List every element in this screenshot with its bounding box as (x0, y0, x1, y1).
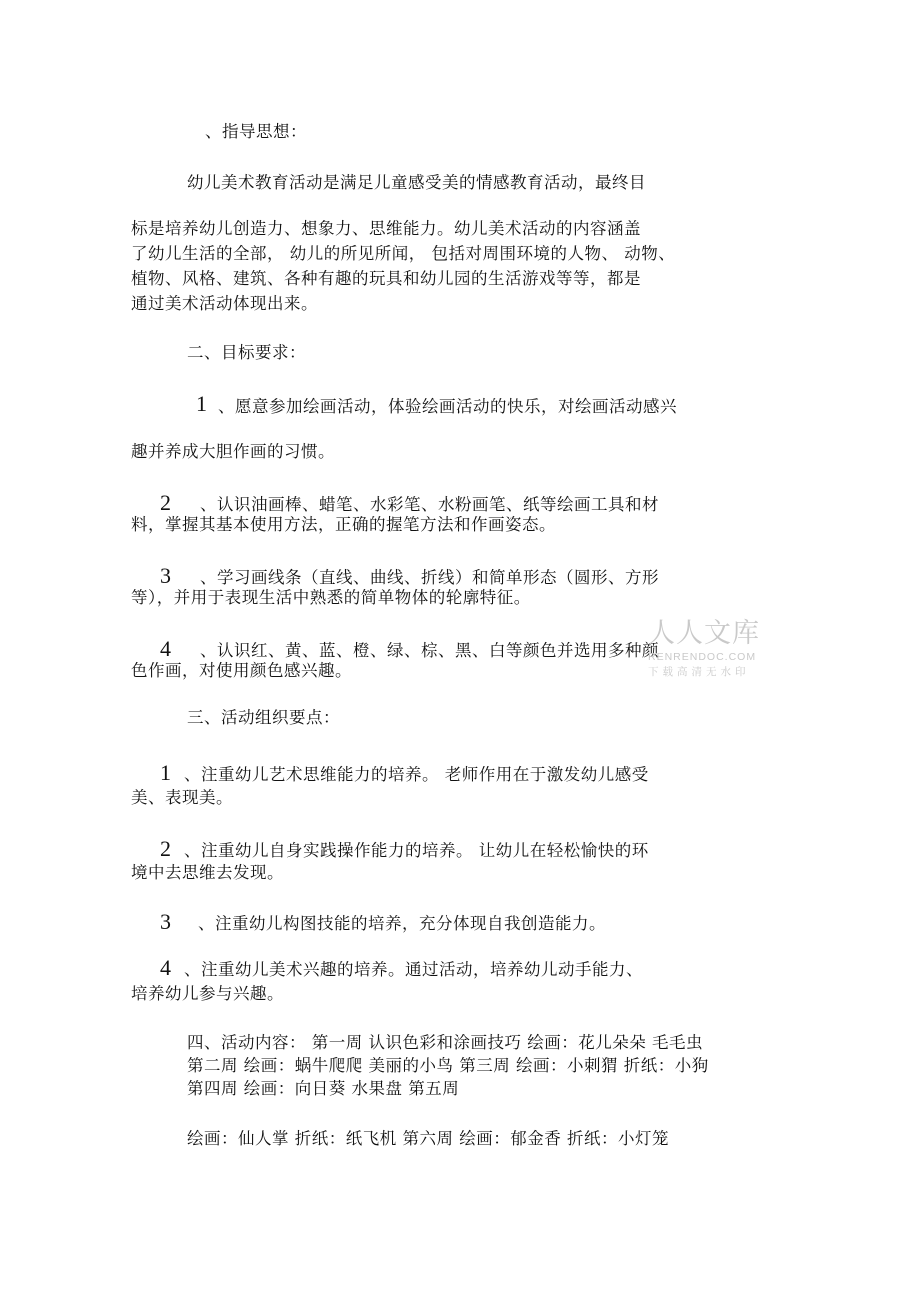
item-text: 培养幼儿参与兴趣。 (131, 984, 284, 1003)
item-number: 3 (160, 563, 171, 588)
item-text: 、注重幼儿自身实践操作能力的培养。 让幼儿在轻松愉快的环 (184, 841, 649, 860)
watermark-domain: RENRENDOC.COM (648, 651, 757, 663)
item-number: 1 (160, 760, 171, 785)
item-text: 、学习画线条（直线、曲线、折线）和简单形态（圆形、方形 (200, 568, 659, 587)
activity-content-line: 绘画：仙人掌 折纸：纸飞机 第六周 绘画：郁金香 折纸：小灯笼 (187, 1129, 669, 1148)
item-text: 境中去思维去发现。 (131, 863, 284, 882)
item-text: 、愿意参加绘画活动，体验绘画活动的快乐，对绘画活动感兴 (218, 397, 677, 416)
item-text: 、注重幼儿美术兴趣的培养。通过活动，培养幼儿动手能力、 (184, 960, 643, 979)
item-number: 4 (160, 636, 171, 661)
section-heading-guiding-ideology: 、指导思想： (205, 122, 307, 141)
item-text: 料，掌握其基本使用方法，正确的握笔方法和作画姿态。 (131, 515, 556, 534)
activity-content-line: 第四周 绘画：向日葵 水果盘 第五周 (187, 1079, 460, 1098)
item-text: 等），并用于表现生活中熟悉的简单物体的轮廓特征。 (131, 588, 531, 607)
item-text: 色作画，对使用颜色感兴趣。 (131, 661, 352, 680)
item-text: 、注重幼儿构图技能的培养，充分体现自我创造能力。 (198, 914, 606, 933)
paragraph-line: 标是培养幼儿创造力、想象力、思维能力。幼儿美术活动的内容涵盖 (131, 219, 641, 238)
item-number: 1 (196, 391, 207, 416)
paragraph-line: 幼儿美术教育活动是满足儿童感受美的情感教育活动，最终目 (187, 173, 646, 192)
item-text: 、认识油画棒、蜡笔、水彩笔、水粉画笔、纸等绘画工具和材 (200, 495, 659, 514)
paragraph-line: 植物、风格、建筑、各种有趣的玩具和幼儿园的生活游戏等等，都是 (131, 269, 641, 288)
section-heading-key-points: 三、活动组织要点： (187, 708, 340, 727)
watermark-slogan: 下载高清无水印 (648, 666, 750, 678)
paragraph-line: 通过美术活动体现出来。 (131, 294, 318, 313)
activity-content-line: 四、活动内容： 第一周 认识色彩和涂画技巧 绘画：花儿朵朵 毛毛虫 (187, 1033, 703, 1052)
item-number: 2 (160, 836, 171, 861)
watermark (648, 618, 773, 680)
activity-content-line: 第二周 绘画：蜗牛爬爬 美丽的小鸟 第三周 绘画：小刺猬 折纸：小狗 (187, 1056, 709, 1075)
section-heading-goals: 二、目标要求： (187, 343, 306, 362)
item-text: 、认识红、黄、蓝、橙、绿、棕、黑、白等颜色并选用多种颜 (200, 641, 659, 660)
item-number: 3 (160, 909, 171, 934)
item-text: 趣并养成大胆作画的习惯。 (131, 442, 335, 461)
paragraph-line: 了幼儿生活的全部， 幼儿的所见所闻， 包括对周围环境的人物、 动物、 (131, 244, 676, 263)
item-number: 4 (160, 955, 171, 980)
watermark-title: 人人文库 (648, 618, 760, 649)
item-text: 、注重幼儿艺术思维能力的培养。 老师作用在于激发幼儿感受 (184, 765, 649, 784)
item-text: 美、表现美。 (131, 788, 233, 807)
item-number: 2 (160, 490, 171, 515)
